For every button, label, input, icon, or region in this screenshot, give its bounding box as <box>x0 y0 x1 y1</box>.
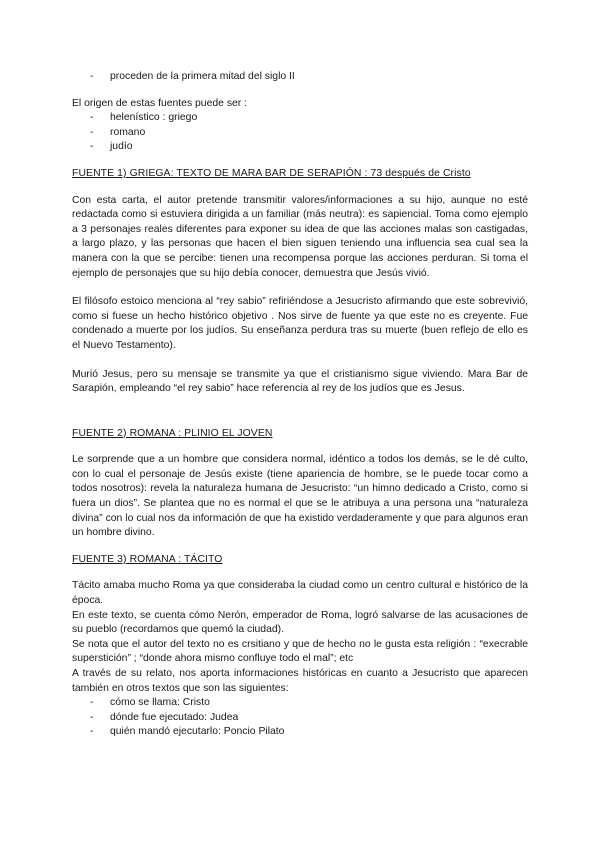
paragraph: Tácito amaba mucho Roma ya que consideraba la ciudad como un centro cultural e histórico de la época. <box>72 580 528 607</box>
bullet-dash: - <box>90 112 94 124</box>
paragraph: A través de su relato, nos aporta informaciones históricas en cuanto a Jesucristo que aparecen también en otros textos que son las siguientes: <box>72 668 528 694</box>
paragraph: En este texto, se cuenta cómo Nerón, emperador de Roma, logró salvarse de las acusaciones de su pueblo (recordamos que quemó la ciudad). <box>72 609 528 636</box>
paragraph: Le sorprende que a un hombre que considera normal, idéntico a todos los demás, se le dé culto, con lo cual el personaje de Jesús existe (tiene apariencia de hombre, se le puede tocar como a todos nosotros): revela la naturaleza humana de Jesucristo: “un himno dedicado a Cristo, como si fuera un dios”. Se plantea que no es normal el que se le atribuya a una persona una “naturaleza divina” con lo cual nos da información de que ha existido verdaderamente y que para algunos eran un hombre divino. <box>72 454 528 539</box>
list-item-text: cómo se llama: Cristo <box>110 697 210 709</box>
list-item-text: quién mandó ejecutarlo: Poncio Pilato <box>110 726 285 738</box>
section-heading-fuente-2: FUENTE 2) ROMANA : PLINIO EL JOVEN <box>72 427 273 439</box>
bullet-dash: - <box>90 141 94 153</box>
section-heading-fuente-3: FUENTE 3) ROMANA : TÁCITO <box>72 553 223 565</box>
bullet-dash: - <box>90 697 94 709</box>
list-item-text: romano <box>110 126 146 138</box>
list-item-text: proceden de la primera mitad del siglo II <box>110 71 295 82</box>
section-heading-fuente-1: FUENTE 1) GRIEGA: TEXTO DE MARA BAR DE SERAPIÓN : 73 después de Cristo <box>72 167 471 179</box>
list-item <box>90 711 528 726</box>
list-item <box>90 70 528 85</box>
paragraph: Murió Jesus, pero su mensaje se transmite ya que el cristianismo sigue viviendo. Mara Bar de Sarapión, empleando “el rey sabio” hace referencia al rey de los judíos que es Jesus. <box>72 368 528 395</box>
list-item-text: helenístico : griego <box>110 112 198 124</box>
paragraph: El filósofo estoico menciona al “rey sabio” refiriéndose a Jesucristo afirmando que este sobrevivió, como si fuese un hecho histórico objetivo . Nos sirve de fuente ya que este no es creyente. Fue condenado a muerte por los judíos. Su enseñanza perdura tras su muerte (buen reflejo de ello es el Nuevo Testamento). <box>72 296 528 351</box>
list-item <box>90 696 528 711</box>
list-item <box>90 111 528 126</box>
paragraph: Con esta carta, el autor pretende transmitir valores/informaciones a su hijo, aunque no esté redactada como si estuviera dirigida a un familiar (más neutra): es sapiencial. Toma como ejemplo a 3 personajes reales diferentes para exponer su idea de que las acciones malas son castigadas, a largo plazo, y las personas que hacen el bien siguen teniendo una influencia sea cual sea la manera con la que se percibe: tienen una recompensa porque las acciones perduran. Si toma el ejemplo de personajes que su hijo debía conocer, demuestra que Jesús vivió. <box>72 194 528 279</box>
paragraph: Se nota que el autor del texto no es crsitiano y que de hecho no le gusta esta religión : “execrable superstición” ; “donde ahora mismo confluye todo el mal”; etc <box>72 638 528 665</box>
list-item <box>90 140 528 155</box>
list-item-text: dónde fue ejecutado: Judea <box>110 711 239 723</box>
list-item <box>90 725 528 740</box>
bullet-dash: - <box>90 726 94 738</box>
list-item-text: judío <box>110 141 133 153</box>
bullet-dash: - <box>90 126 94 138</box>
document-page <box>72 70 528 740</box>
bullet-dash: - <box>90 711 94 723</box>
bullet-dash: - <box>90 71 94 82</box>
list-item <box>90 126 528 141</box>
origin-lead: El origen de estas fuentes puede ser : <box>72 97 248 109</box>
